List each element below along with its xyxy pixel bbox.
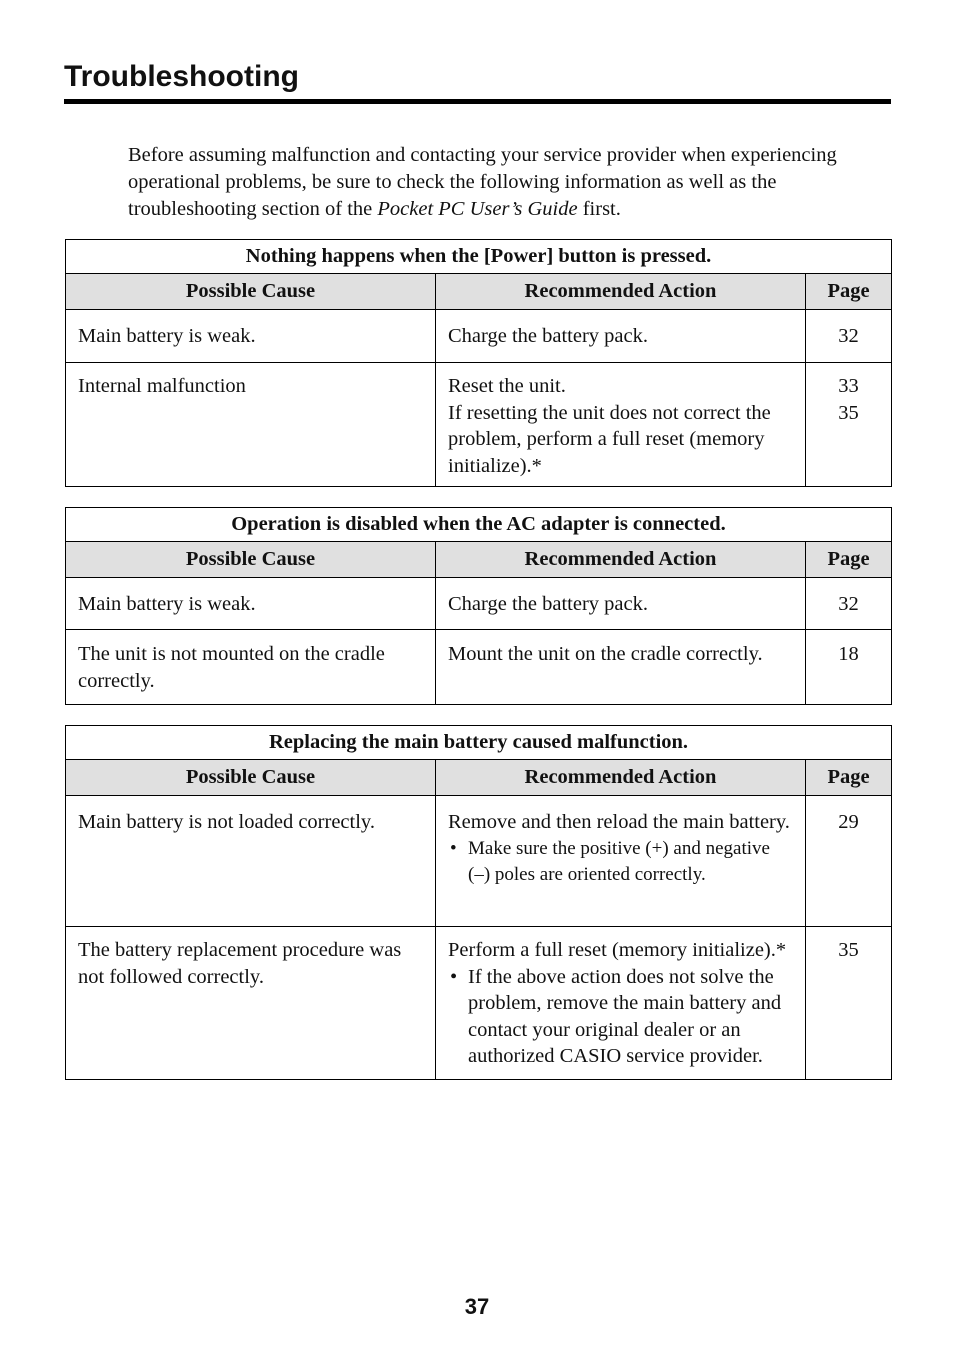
action-bullet: • If the above action does not solve the problem, remove the main battery and contact your original dealer or an authorized CASIO service provider. <box>448 964 795 1070</box>
title-rule <box>64 99 891 104</box>
cause-cell: Main battery is weak. <box>66 578 436 630</box>
cause-cell: Main battery is not loaded correctly. <box>66 796 436 927</box>
troubleshooting-table-battery-replacement <box>65 725 892 1080</box>
page-ref: 18 <box>838 643 859 665</box>
intro-paragraph <box>128 142 888 223</box>
cause-cell: Main battery is weak. <box>66 310 436 363</box>
page-ref: 35 <box>838 939 859 961</box>
column-header-page: Page <box>806 542 892 578</box>
page-cell <box>806 927 892 1080</box>
page-cell <box>806 796 892 927</box>
page-cell <box>806 578 892 630</box>
action-text: Charge the battery pack. <box>448 593 648 615</box>
action-bullet-list <box>448 836 795 889</box>
action-cell <box>436 363 806 487</box>
column-header-page: Page <box>806 760 892 796</box>
action-text: Mount the unit on the cradle correctly. <box>448 643 763 665</box>
cause-cell: The unit is not mounted on the cradle correctly. <box>66 630 436 705</box>
action-cell <box>436 578 806 630</box>
table-row <box>66 796 892 927</box>
page-ref: 35 <box>838 401 859 424</box>
action-bullet: • Make sure the positive (+) and negative (–) poles are oriented correctly. <box>448 836 795 889</box>
page-ref: 29 <box>838 811 859 833</box>
page-title: Troubleshooting <box>64 60 299 93</box>
column-header-page: Page <box>806 274 892 310</box>
table-caption: Nothing happens when the [Power] button is pressed. <box>66 240 892 274</box>
page-cell <box>806 310 892 363</box>
guide-title: Pocket PC User’s Guide <box>377 198 578 220</box>
action-text: Reset the unit. <box>448 375 566 397</box>
page-ref: 32 <box>838 325 859 347</box>
column-header-action: Recommended Action <box>436 274 806 310</box>
action-text: If resetting the unit does not correct the problem, perform a full reset (memory initialize).* <box>448 401 771 477</box>
action-cell <box>436 310 806 363</box>
column-header-cause: Possible Cause <box>66 274 436 310</box>
page-number: 37 <box>464 1294 490 1319</box>
action-bullet-list <box>448 964 795 1070</box>
troubleshooting-table-power <box>65 239 892 487</box>
table-row <box>66 578 892 630</box>
intro-text-end: first. <box>577 198 621 220</box>
page-ref: 33 <box>838 375 859 397</box>
troubleshooting-table-ac-adapter <box>65 507 892 705</box>
action-cell <box>436 796 806 927</box>
intro-text: Before assuming malfunction and contacting your service provider when experiencing operational problems, be sure to check the following information as well as the troubleshooting section of the <box>128 144 837 220</box>
column-header-cause: Possible Cause <box>66 760 436 796</box>
action-text: Charge the battery pack. <box>448 325 648 347</box>
table-caption: Replacing the main battery caused malfunction. <box>66 726 892 760</box>
cause-cell: Internal malfunction <box>66 363 436 487</box>
table-row <box>66 310 892 363</box>
action-text: Perform a full reset (memory initialize).* <box>448 939 787 961</box>
column-header-action: Recommended Action <box>436 542 806 578</box>
cause-cell: The battery replacement procedure was not followed correctly. <box>66 927 436 1080</box>
action-text: Remove and then reload the main battery. <box>448 811 790 833</box>
page-ref: 32 <box>838 593 859 615</box>
table-caption: Operation is disabled when the AC adapter is connected. <box>66 508 892 542</box>
table-row <box>66 630 892 705</box>
action-cell <box>436 630 806 705</box>
column-header-action: Recommended Action <box>436 760 806 796</box>
page-cell <box>806 363 892 487</box>
table-row <box>66 927 892 1080</box>
column-header-cause: Possible Cause <box>66 542 436 578</box>
page-cell <box>806 630 892 705</box>
action-cell <box>436 927 806 1080</box>
table-row <box>66 363 892 487</box>
